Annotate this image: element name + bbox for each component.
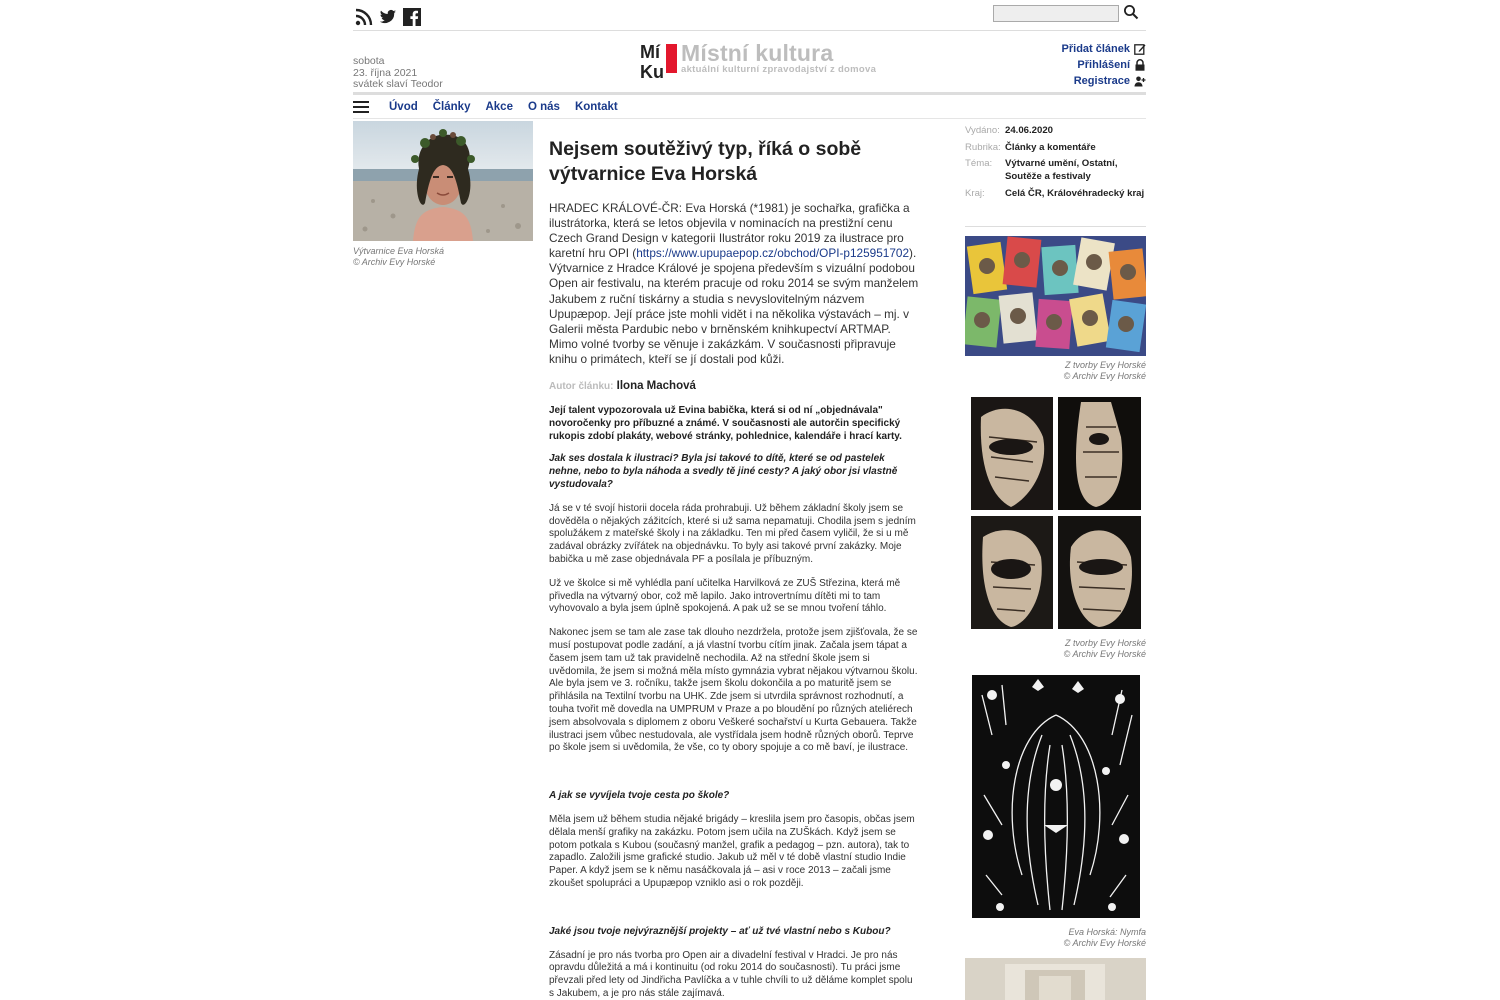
gallery-caption-3-line2: © Archiv Evy Horské [1063,938,1146,948]
intro-link[interactable]: https://www.upupaepop.cz/obchod/OPI-p125951702 [636,246,910,261]
nav-top-border [353,92,1146,95]
date-day: sobota [353,55,385,67]
logo-accent-bar [666,44,677,73]
spacer [549,766,919,790]
spacer [549,902,919,926]
article-perex: Její talent vypozorovala už Evina babička, která si od ní „objednávala" novoročenky pro příbuzné a známé. V současnosti ale autorčin specifický rukopis zdobí plakáty, webové stránky, pohlednice, kalendáře i hrací karty. [549,405,902,442]
meta-divider [965,226,1146,227]
meta-section[interactable]: Články a komentáře [1005,141,1096,153]
nav-item-home[interactable]: Úvod [389,101,418,113]
edit-icon [1134,43,1146,55]
question-3: Jaké jsou tvoje nejvýraznější projekty – ať už tvé vlastní nebo s Kubou? [549,925,891,937]
paragraph-4: Měla jsem už během studia nějaké brigády – kreslila jsem pro časopis, občas jsem dělala menší grafiky na zakázku. Potom jsem učila na ZUŠkách. Když jsem se potom potkala s Kubou (současný manžel, grafik a pedagog – pzn. autora), tak to zapadlo. Založili jsme grafické studio. Jakub už měl v té době vlastní studio Indie Paper. A když jsem se k němu nasáčkovala já – asi v roce 2013 – začali jsme zkoušet spolupráci a Upupæpop vzniklo asi o rok později. [549,813,915,889]
lead-photo[interactable] [353,121,533,241]
date-info [353,56,443,91]
lock-icon [1134,59,1146,71]
article-meta [965,125,1146,205]
article [549,137,919,1000]
nav-bottom-border [353,118,1146,119]
nav-item-contact[interactable]: Kontakt [574,101,618,113]
gallery-image-nymfa[interactable] [972,675,1140,918]
header-divider [353,30,1146,31]
search-input[interactable] [993,5,1119,22]
search-icon[interactable] [1123,4,1139,20]
gallery-caption-2-line2: © Archiv Evy Horské [1063,649,1146,659]
meta-region-label: Kraj: [965,187,985,199]
site-subtitle: aktuální kulturní zpravodajství z domova [681,64,877,75]
gallery-image-sculptures[interactable] [971,397,1141,629]
gallery-caption-1-line2: © Archiv Evy Horské [1063,371,1146,381]
author-name[interactable]: Ilona Machová [616,380,696,393]
gallery-caption-3-line1: Eva Horská: Nymfa [1068,927,1146,937]
logo-mark-bottom: Ku [640,62,664,82]
article-title: Nejsem soutěživý typ, říká o sobě výtvarnice Eva Horská [549,138,862,185]
site-logo[interactable] [640,42,876,82]
gallery-caption-3 [965,927,1146,949]
paragraph-2: Už ve školce si mě vyhlédla paní učitelka Harvilková ze ZUŠ Střezina, která mě přivedla na výtvarný obor, což mě lapilo. Jako introvertnímu dítěti mi to tam vyhovovalo a byla jsem úplně spokojená. A pak už se se mnou tvoření táhlo. [549,577,901,615]
add-user-icon [1134,75,1146,87]
page [353,0,1146,1000]
add-article-link[interactable]: Přidat článek [1061,43,1130,55]
gallery-image-interior[interactable] [965,958,1146,1000]
login-link[interactable]: Přihlášení [1077,59,1130,71]
logo-mark [640,42,666,82]
lead-caption-line2: © Archiv Evy Horské [353,257,436,267]
rss-icon[interactable] [355,8,373,26]
gallery-caption-2-line1: Z tvorby Evy Horské [1064,638,1146,648]
meta-published-label: Vydáno: [965,125,1000,136]
nav-item-about[interactable]: O nás [527,101,560,113]
nav-item-events[interactable]: Akce [485,101,513,113]
register-link[interactable]: Registrace [1073,75,1130,87]
gallery-image-cards[interactable] [965,236,1146,356]
gallery-caption-2 [965,638,1146,660]
intro-text-start: HRADEC KRÁLOVÉ-ČR: Eva Horská (*1981) je sochařka, grafička a ilustrátorka, která se letos objevila v nominacích na prestižní cenu Czech Grand Design v kategorii Ilustrátor roku 2019 za ilustrace pro karetní hru OPI ( [549,201,910,261]
gallery-caption-1 [965,360,1146,382]
question-1: Jak ses dostala k ilustraci? Byla jsi takové to dítě, které se od pastelek nehne, nebo to byla náhoda a svedly tě jiné cesty? A jaký obor jsi vlastně vystudovala? [549,453,898,491]
site-title: Místní kultura [681,40,834,66]
meta-section-label: Rubrika: [965,141,1001,153]
meta-topic-label: Téma: [965,158,993,170]
main-nav [353,100,633,114]
twitter-icon[interactable] [379,8,397,26]
article-intro [549,201,919,367]
article-author [549,380,919,392]
gallery-caption-1-line1: Z tvorby Evy Horské [1064,360,1146,370]
paragraph-3: Nakonec jsem se tam ale zase tak dlouho nezdržela, protože jsem zjišťovala, že se musí postupovat podle zadání, a já vlastní tvorbu cítím jinak. Začala jsem tápat a časem jsem tam už tak pravidelně nechodila. Až na střední škole jsem si uvědomila, že jsem si možná měla místo gymnázia vybrat nějakou výtvarnou školu. Ale byla jsem ve 3. ročníku, takže jsem školu dokončila a po maturitě jsem se přihlásila na Textilní tvorbu na UHK. Zde jsem si utvrdila správnost rozhodnutí, a touha tvořit mě dovedla na UMPRUM v Praze a po bloudění po různých ateliérech jsem absolvovala s diplomem z oboru Veškeré sochařství u Kurta Gebauera. Takže ilustraci jsem vůbec nestudovala, ale vystřídala jsem hodně různých oborů. Teprve po škole jsem si uvědomila, že vše, co ty obory spojuje a co mě baví, je ilustrace. [549,627,918,754]
paragraph-1: Já se v té svojí historii docela ráda prohrabuji. Už během základní školy jsem se dověděla o nějakých zážitcích, které si už sama nepamatuji. Chodila jsem s jedním spolužákem z mateřské školy i na základku. Ten mi před časem vyličil, že si u mě zadával obrázky zvířátek na objednávku. To byly asi takové první zakázky. Moje babička u mě zase objednávala PF a posílala je příbuzným. [549,502,916,565]
date-date: 23. října 2021 [353,66,418,79]
meta-published: 24.06.2020 [1005,125,1054,136]
lead-photo-caption [353,246,444,268]
logo-mark-top: Mí [640,42,660,62]
menu-icon[interactable] [353,100,369,114]
social-links [355,8,421,26]
question-2: A jak se vyvíjela tvoje cesta po škole? [549,790,730,802]
intro-text-end: ). Výtvarnice z Hradce Králové je spojena především s vizuální podobou Open air festivalu, na kterém pracuje od roku 2014 se svým manželem Jakubem z ruční tiskárny a studia s nevyslovitelným názvem Upupæpop. Její práce jste mohli vidět i na několika výstavách – mj. v Galerii města Pardubic nebo v brněnském knihkupectví ARTMAP. Mimo volné tvorby se věnuje i zakázkám. V současnosti připravuje knihu o primátech, kteří se jí dostali pod kůži. [549,246,919,366]
meta-region[interactable]: Celá ČR, Královéhradecký kraj [1005,187,1145,199]
meta-topic[interactable]: Výtvarné umění, Ostatní, Soutěže a festivaly [1005,158,1118,183]
lead-caption-line1: Výtvarnice Eva Horská [353,246,445,256]
nav-item-articles[interactable]: Články [432,101,471,113]
user-links [1062,41,1146,89]
date-nameday: svátek slaví Teodor [353,78,443,90]
facebook-icon[interactable] [403,8,421,26]
author-label: Autor článku: [549,381,614,393]
paragraph-5: Zásadní je pro nás tvorba pro Open air a divadelní festival v Hradci. Je pro nás opravdu důležitá a má i kontinuitu (od roku 2014 do současnosti). Tu práci jsme převzali před lety od Jindřicha Pavlíčka a v tuhle chvíli to už děláme komplet spolu s Jakubem, a je pro nás stále zajímavá. [549,949,913,999]
